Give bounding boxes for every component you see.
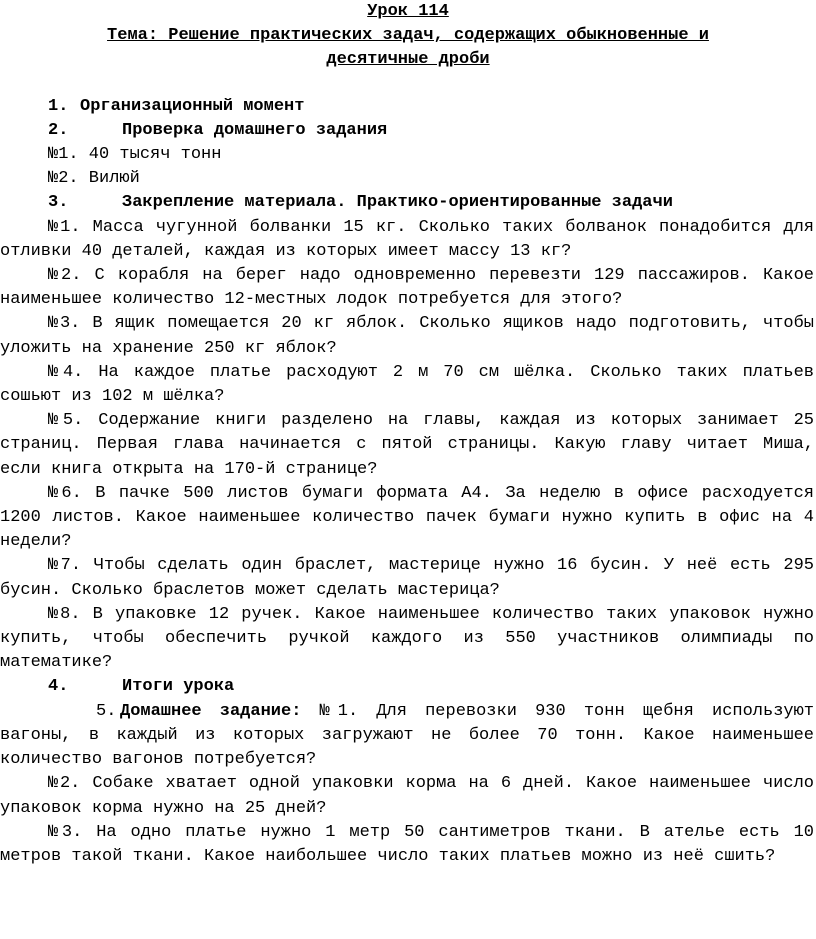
section-number: 2. xyxy=(48,120,69,140)
homework-task-1 xyxy=(0,700,814,773)
task-1: №1. Масса чугунной болванки 15 кг. Сколько таких болванок понадобится для отливки 40 деталей, каждая из которых имеет массу 13 кг? xyxy=(0,217,814,261)
section-label: Проверка домашнего задания xyxy=(122,120,388,140)
spacer xyxy=(0,73,816,95)
theme-title-line-1: Тема: Решение практических задач, содержащих обыкновенные и xyxy=(107,26,709,46)
section-organizational xyxy=(0,95,816,119)
homework-task-text: №1. Для перевозки 930 тонн щебня используют вагоны, в каждый из которых загружают не более 70 тонн. Какое наименьшее количество вагонов потребуется? xyxy=(0,701,815,770)
task-8: №8. В упаковке 12 ручек. Какое наименьшее количество таких упаковок нужно купить, чтобы обеспечить ручкой каждого из 550 участников олимпиады по математике? xyxy=(0,604,814,673)
section-label: Закрепление материала. Практико-ориентированные задачи xyxy=(122,193,673,213)
task-6: №6. В пачке 500 листов бумаги формата А4. За неделю в офисе расходуется 1200 листов. Какое наименьшее количество пачек бумаги нужно купить в офис на 4 недели? xyxy=(0,483,814,552)
section-label: Организационный момент xyxy=(80,96,305,116)
homework-task-2: №2. Собаке хватает одной упаковки корма на 6 дней. Какое наименьшее число упаковок корма нужно на 25 дней? xyxy=(0,774,814,818)
section-homework-check xyxy=(0,119,816,143)
section-number: 3. xyxy=(48,193,69,213)
section-number: 4. xyxy=(48,677,69,697)
task-7: №7. Чтобы сделать один браслет, мастерице нужно 16 бусин. У неё есть 295 бусин. Сколько браслетов может сделать мастерица? xyxy=(0,556,814,600)
task-2: №2. С корабля на берег надо одновременно перевезти 129 пассажиров. Какое наименьшее количество 12-местных лодок потребуется для этого? xyxy=(0,266,814,310)
section-label: Итоги урока xyxy=(122,677,235,697)
task-5: №5. Содержание книги разделено на главы, каждая из которых занимает 25 страниц. Первая глава начинается с пятой страницы. Какую главу читает Миша, если книга открыта на 170-й странице? xyxy=(0,411,814,479)
theme-title-line-2: десятичные дроби xyxy=(326,50,490,70)
homework-label: Домашнее задание: xyxy=(120,701,302,721)
task-3: №3. В ящик помещается 20 кг яблок. Сколько ящиков надо подготовить, чтобы уложить на хранение 250 кг яблок? xyxy=(0,314,814,358)
section-number: 1. xyxy=(48,96,69,116)
section-summary xyxy=(0,675,816,699)
homework-task-3: №3. На одно платье нужно 1 метр 50 сантиметров ткани. В ателье есть 10 метров такой ткани. Какое наибольшее число таких платьев можно из неё сшить? xyxy=(0,822,814,866)
lesson-title: Урок 114 xyxy=(367,2,449,21)
section-consolidation xyxy=(0,191,816,215)
homework-answer-1: №1. 40 тысяч тонн xyxy=(48,145,222,165)
homework-answer-2: №2. Вилюй xyxy=(48,169,140,189)
section-number: 5. xyxy=(96,701,117,721)
task-4: №4. На каждое платье расходуют 2 м 70 см шёлка. Сколько таких платьев сошьют из 102 м шёлка? xyxy=(0,362,814,407)
